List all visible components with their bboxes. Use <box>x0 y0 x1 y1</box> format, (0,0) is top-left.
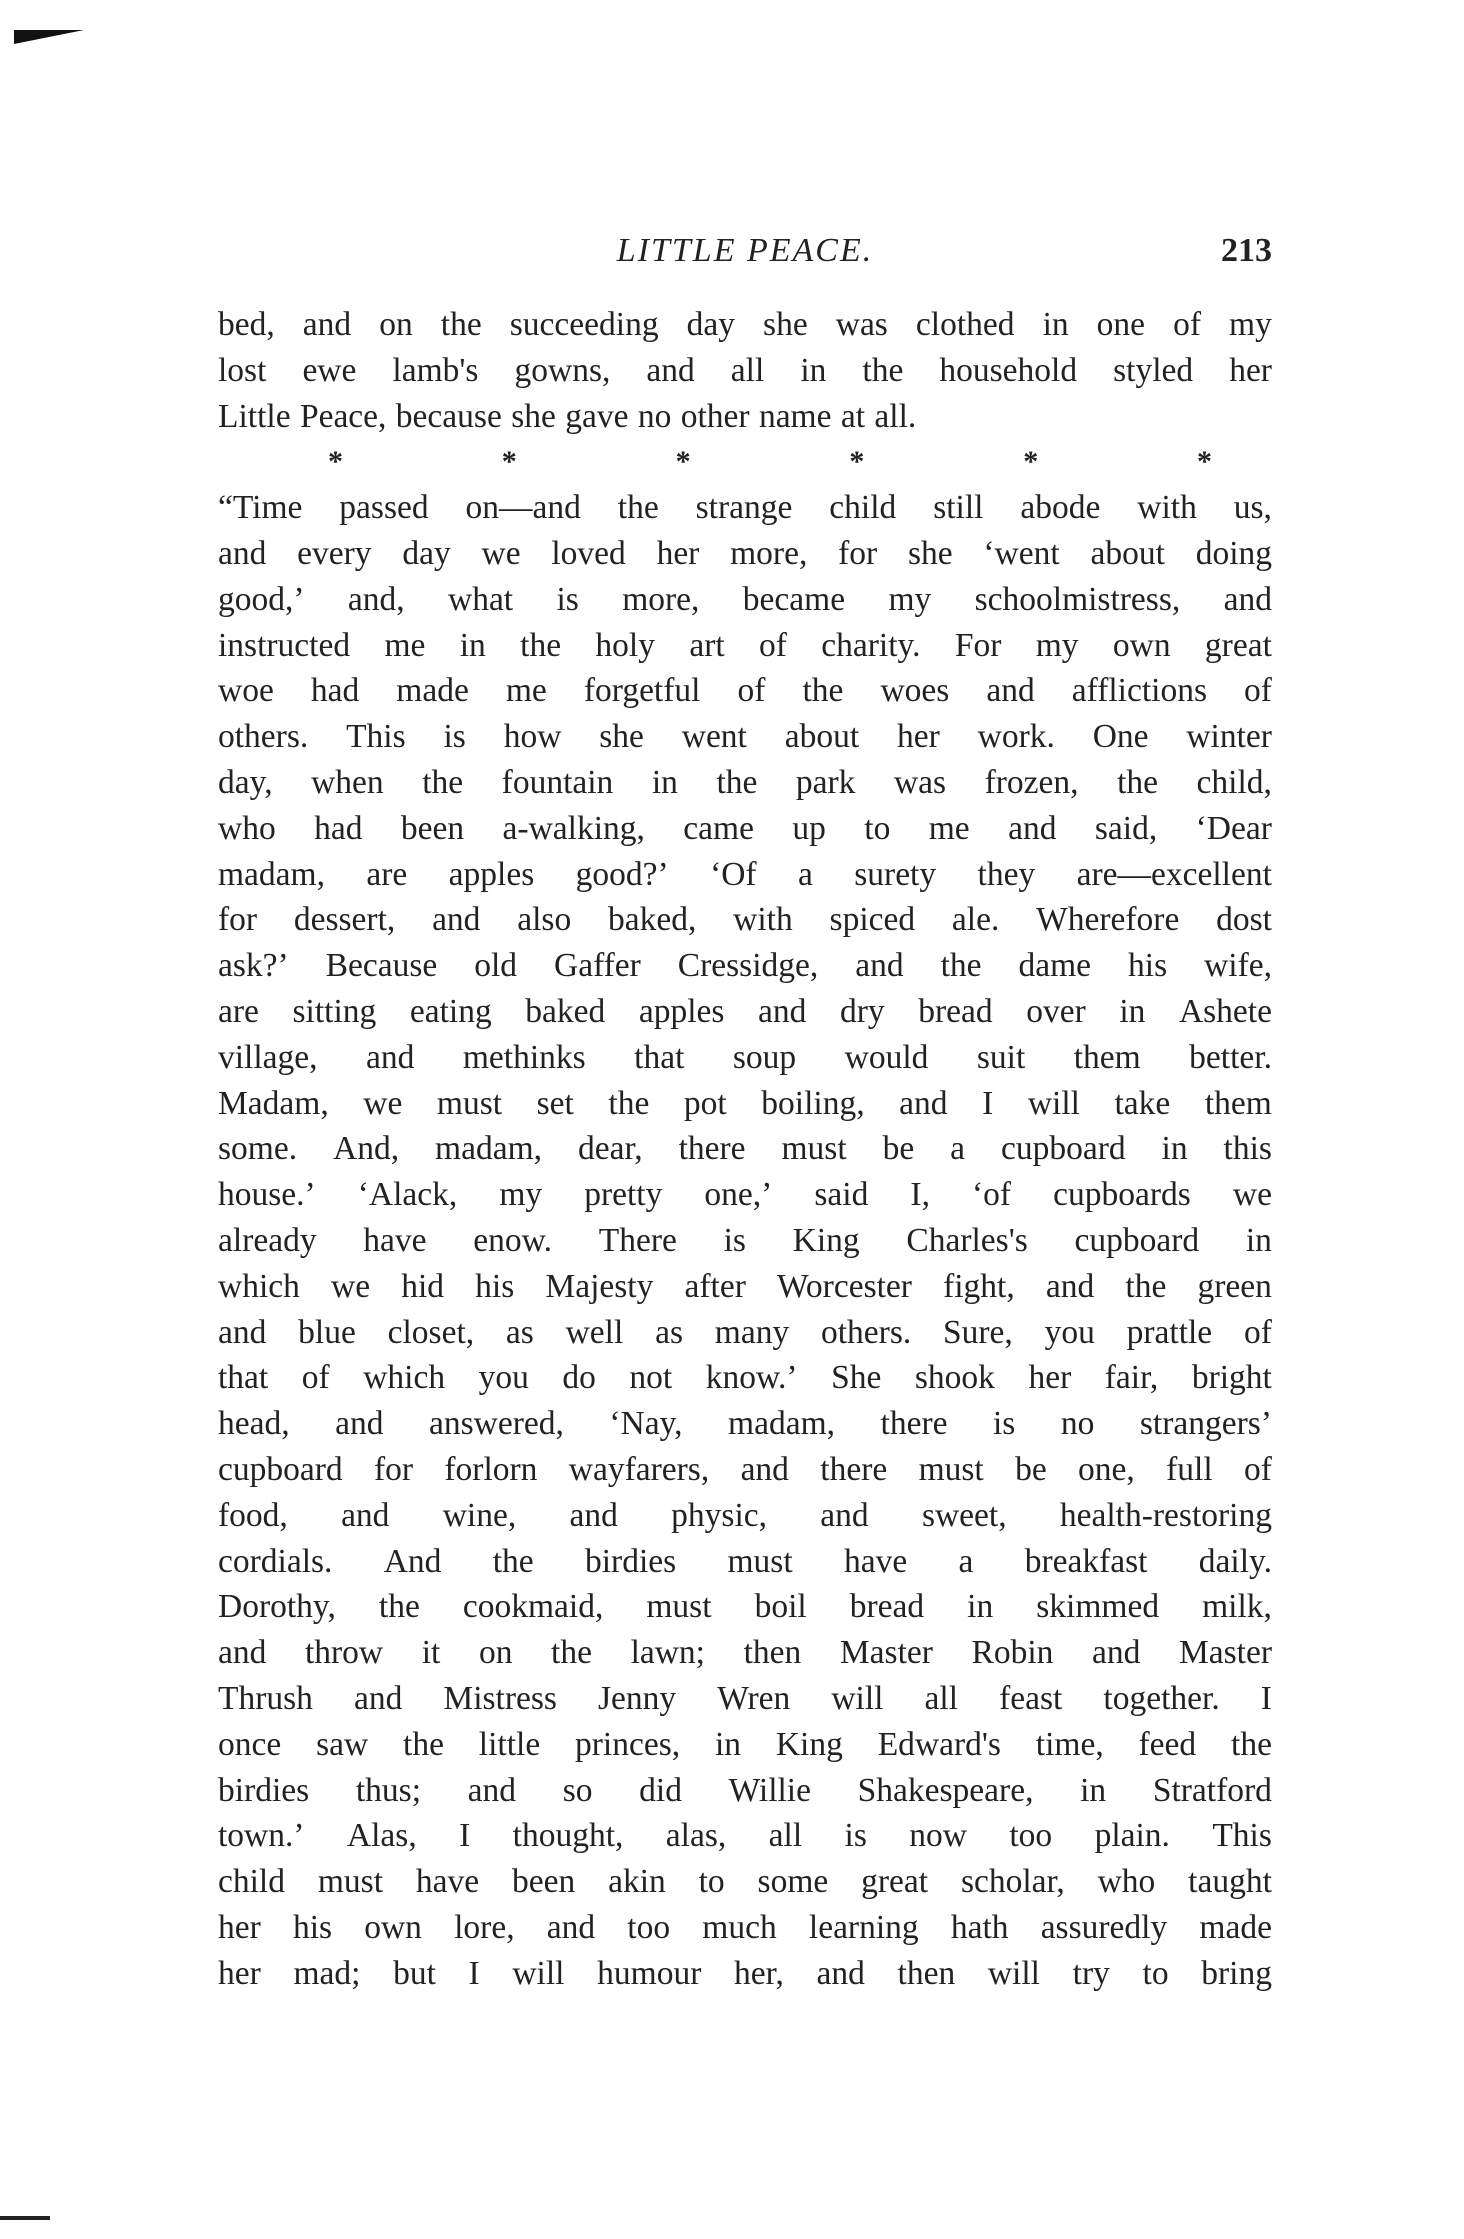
text-line: for dessert, and also baked, with spiced ale. Wherefore dost <box>218 901 1272 939</box>
text-line: Thrush and Mistress Jenny Wren will all feast together. I <box>218 1679 1272 1717</box>
page-header <box>218 228 1272 278</box>
text-line: birdies thus; and so did Willie Shakespeare, in Stratford <box>218 1771 1272 1809</box>
text-line: food, and wine, and physic, and sweet, health-restoring <box>218 1496 1272 1534</box>
text-line: are sitting eating baked apples and dry bread over in Ashete <box>218 992 1272 1030</box>
separator-star: * <box>501 445 517 479</box>
text-line: house.’ ‘Alack, my pretty one,’ said I, ‘of cupboards we <box>218 1176 1272 1214</box>
separator-star: * <box>675 445 691 479</box>
text-line: instructed me in the holy art of charity. For my own great <box>218 626 1272 664</box>
text-line: head, and answered, ‘Nay, madam, there is no strangers’ <box>218 1405 1272 1443</box>
text-line: her mad; but I will humour her, and then will try to bring <box>218 1954 1272 1992</box>
text-line: child must have been akin to some great scholar, who taught <box>218 1863 1272 1901</box>
text-line: some. And, madam, dear, there must be a cupboard in this <box>218 1130 1272 1168</box>
text-line: town.’ Alas, I thought, alas, all is now too plain. This <box>218 1817 1272 1855</box>
text-line: Madam, we must set the pot boiling, and I will take them <box>218 1084 1272 1122</box>
text-line: and blue closet, as well as many others. Sure, you prattle of <box>218 1313 1272 1351</box>
running-title: LITTLE PEACE. <box>616 232 874 269</box>
text-line: already have enow. There is King Charles's cupboard in <box>218 1221 1272 1259</box>
text-line: cordials. And the birdies must have a breakfast daily. <box>218 1542 1272 1580</box>
text-line: good,’ and, what is more, became my schoolmistress, and <box>218 580 1272 618</box>
text-line: others. This is how she went about her work. One winter <box>218 718 1272 756</box>
text-line: Dorothy, the cookmaid, must boil bread in skimmed milk, <box>218 1588 1272 1626</box>
text-line: woe had made me forgetful of the woes and afflictions of <box>218 672 1272 710</box>
body-text <box>218 302 1272 1996</box>
text-line: village, and methinks that soup would suit them better. <box>218 1038 1272 1076</box>
text-line: ask?’ Because old Gaffer Cressidge, and the dame his wife, <box>218 947 1272 985</box>
section-break-stars <box>218 439 1272 485</box>
text-line: day, when the fountain in the park was frozen, the child, <box>218 763 1272 801</box>
text-line: her his own lore, and too much learning hath assuredly made <box>218 1908 1272 1946</box>
page-edge-mark <box>0 2216 50 2220</box>
text-line: bed, and on the succeeding day she was clothed in one of my <box>218 306 1272 343</box>
text-line: madam, are apples good?’ ‘Of a surety they are—excellent <box>218 855 1272 893</box>
text-line: that of which you do not know.’ She shook her fair, bright <box>218 1359 1272 1397</box>
text-line: Little Peace, because she gave no other name at all. <box>218 397 917 435</box>
separator-star: * <box>1196 445 1212 479</box>
text-line: and every day we loved her more, for she ‘went about doing <box>218 534 1272 572</box>
separator-star: * <box>1023 445 1039 479</box>
text-line: cupboard for forlorn wayfarers, and there must be one, full of <box>218 1450 1272 1488</box>
text-line: once saw the little princes, in King Edward's time, feed the <box>218 1725 1272 1763</box>
text-line: which we hid his Majesty after Worcester fight, and the green <box>218 1267 1272 1305</box>
page-number: 213 <box>1221 232 1272 269</box>
text-line: who had been a-walking, came up to me and said, ‘Dear <box>218 809 1272 847</box>
paragraph-time-passed <box>218 485 1272 1996</box>
separator-star: * <box>328 445 343 479</box>
page-corner-mark <box>14 30 84 44</box>
text-line: lost ewe lamb's gowns, and all in the household styled her <box>218 351 1272 389</box>
separator-star: * <box>849 445 865 479</box>
text-line: “Time passed on—and the strange child still abode with us, <box>218 489 1272 527</box>
text-line: and throw it on the lawn; then Master Robin and Master <box>218 1634 1272 1672</box>
paragraph-continued <box>218 302 1272 439</box>
